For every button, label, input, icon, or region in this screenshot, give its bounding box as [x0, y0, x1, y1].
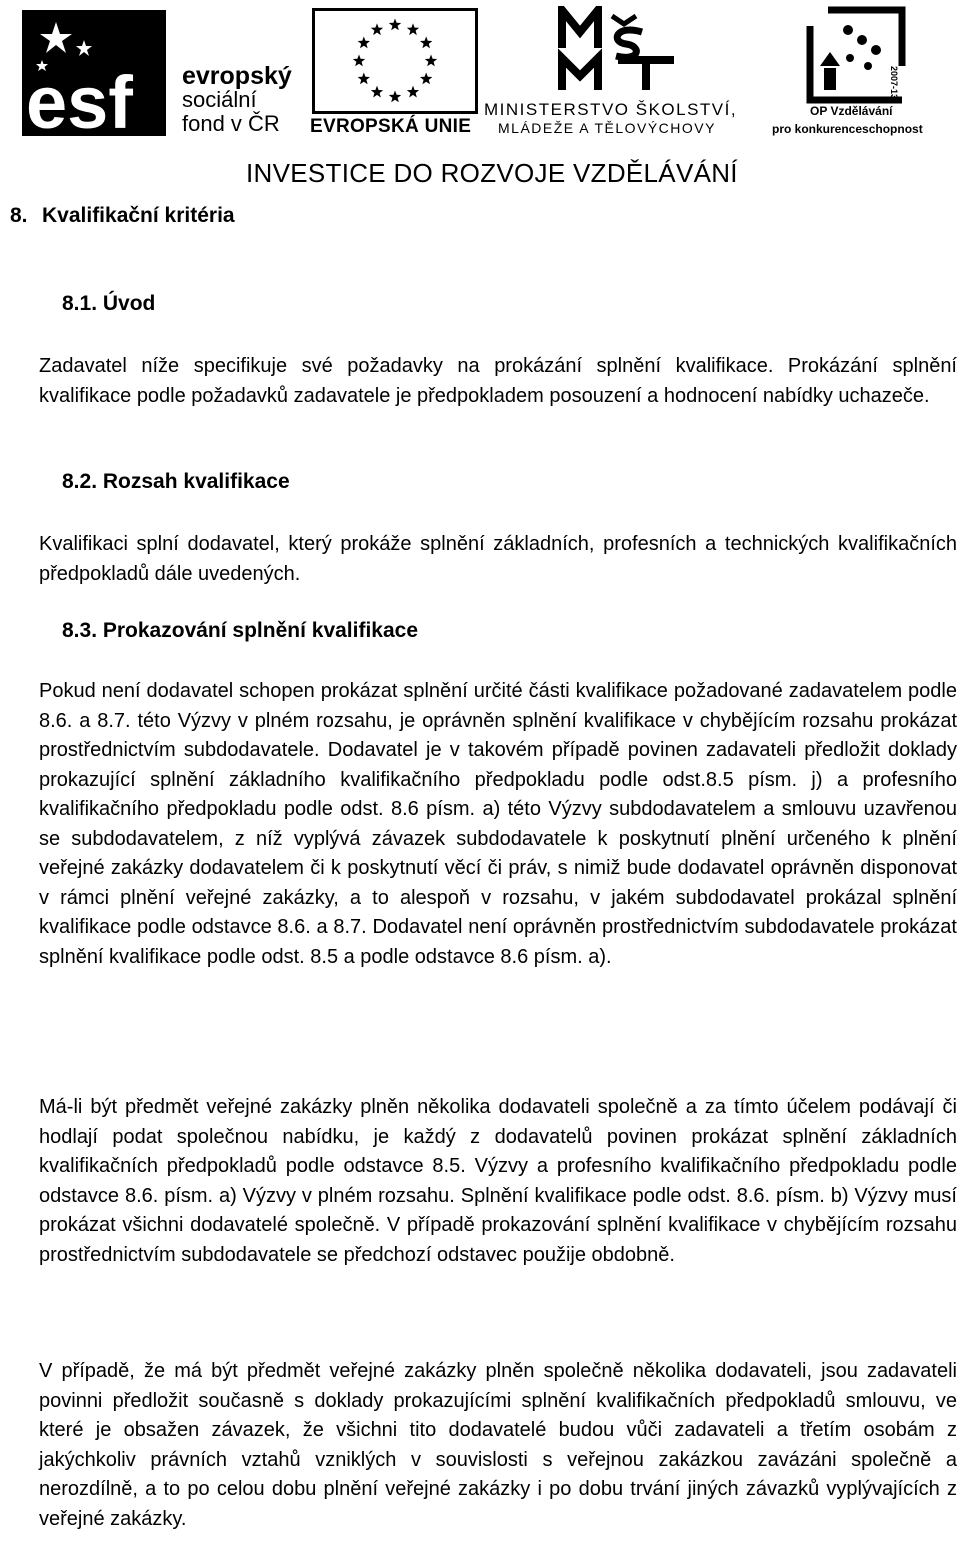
- subsection-number: 8.1.: [62, 292, 98, 315]
- subsection-title: Prokazování splnění kvalifikace: [102, 619, 419, 642]
- header-tagline: INVESTICE DO ROZVOJE VZDĚLÁVÁNÍ: [246, 158, 738, 188]
- esf-logo-text: esf: [26, 61, 133, 136]
- subsection-heading-8-2: [62, 470, 290, 494]
- paragraph-prokazovani-2: Má-li být předmět veřejné zakázky plněn několika dodavateli společně a za tímto účelem podávají či hodlají podat společnou nabídku, je každý z dodavatelů povinen prokázat splnění základních kvalifikačních předpokladů podle odstavce 8.5. Výzvy a profesního kvalifikačního předpokladu podle odstavce 8.6. písm. a) Výzvy v plném rozsahu. Splnění kvalifikace podle odst. 8.6. písm. b) Výzvy musí prokázat všichni dodavatelé společně. V případě prokazování splnění kvalifikace v chybějícím rozsahu prostřednictvím subdodavatele se předchozí odstavec použije obdobně.: [39, 1096, 957, 1266]
- paragraph-uvod: Zadavatel níže specifikuje své požadavky na prokázání splnění kvalifikace. Prokázání splnění kvalifikace podle požadavků zadavatele je předpokladem posouzení a hodnocení nabídky uchazeče.: [39, 355, 957, 407]
- op-caption-line1: OP Vzdělávání: [810, 104, 893, 118]
- subsection-heading-8-3: [62, 619, 418, 643]
- subsection-title: Úvod: [102, 292, 156, 315]
- section-number: 8.: [10, 204, 28, 227]
- section-heading: [10, 204, 235, 228]
- paragraph-prokazovani-3: V případě, že má být předmět veřejné zakázky plněn společně několika dodavateli, jsou zadavateli povinni předložit současně s doklady prokazujícími splnění kvalifikačních předpokladů smlouvu, ve které je obsažen závazek, že všichni tito dodavatelé budou vůči zadavateli a třetím osobám z jakýchkoliv právních vztahů vzniklých v souvislosti s veřejnou zakázkou zavázáni společně a nerozdílně, a to po celou dobu plnění veřejné zakázky i po dobu trvání jiných závazků vyplývajících z veřejné zakázky.: [39, 1360, 957, 1530]
- subsection-number: 8.3.: [62, 619, 98, 642]
- esf-logo-mark: [22, 10, 166, 136]
- paragraph-rozsah: Kvalifikaci splní dodavatel, který prokáže splnění základních, profesních a technických kvalifikačních předpokladů dále uvedených.: [39, 533, 957, 585]
- op-years: 2007-13: [889, 66, 899, 100]
- esf-caption-line1: evropský: [182, 62, 292, 90]
- eu-label: EVROPSKÁ UNIE: [310, 116, 472, 137]
- op-caption-line2: pro konkurenceschopnost: [772, 122, 923, 136]
- op-logo: [806, 6, 922, 104]
- header-logo-bar: [0, 0, 960, 200]
- esf-caption: [182, 64, 292, 136]
- subsection-title: Rozsah kvalifikace: [102, 470, 290, 493]
- subsection-number: 8.2.: [62, 470, 98, 493]
- esf-logo: [22, 10, 166, 136]
- section-title: Kvalifikační kritéria: [42, 204, 235, 227]
- subsection-heading-8-1: [62, 292, 155, 316]
- esf-caption-line3: fond v ČR: [182, 111, 280, 136]
- paragraph-prokazovani-1: Pokud není dodavatel schopen prokázat splnění určité části kvalifikace požadované zadavatelem podle 8.6. a 8.7. této Výzvy v plném rozsahu, je oprávněn splnění kvalifikace v chybějícím rozsahu prokázat prostřednictvím subdodavatele. Dodavatel je v takovém případě povinen zadavateli předložit doklady prokazující splnění základního kvalifikačního předpokladu podle odst.8.5 písm. j) a profesního kvalifikačního předpokladu podle odst. 8.6 písm. a) této Výzvy subdodavatelem a smlouvu uzavřenou se subdodavatelem, z níž vyplývá závazek subdodavatele k poskytnutí plnění určeného k plnění veřejné zakázky dodavatelem či k poskytnutí věcí či práv, s nimiž bude dodavatel oprávněn disponovat v rámci plnění veřejné zakázky, a to alespoň v rozsahu, v jakém subdodavatel prokázal splnění kvalifikace podle odstavce 8.6. a 8.7. Dodavatel není oprávněn prostřednictvím subdodavatele prokázat splnění kvalifikace podle odst. 8.5 a podle odstavce 8.6 písm. a).: [39, 680, 957, 968]
- msmt-caption-line2: MLÁDEŽE A TĚLOVÝCHOVY: [498, 120, 716, 136]
- esf-caption-line2: sociální: [182, 87, 257, 112]
- op-logo-mark: [806, 6, 922, 104]
- eu-flag-logo: [312, 8, 478, 114]
- eu-flag-icon: [312, 8, 478, 114]
- msmt-caption-line1: MINISTERSTVO ŠKOLSTVÍ,: [484, 100, 738, 119]
- msmt-logo-mark: [556, 6, 684, 92]
- msmt-logo: [556, 6, 684, 92]
